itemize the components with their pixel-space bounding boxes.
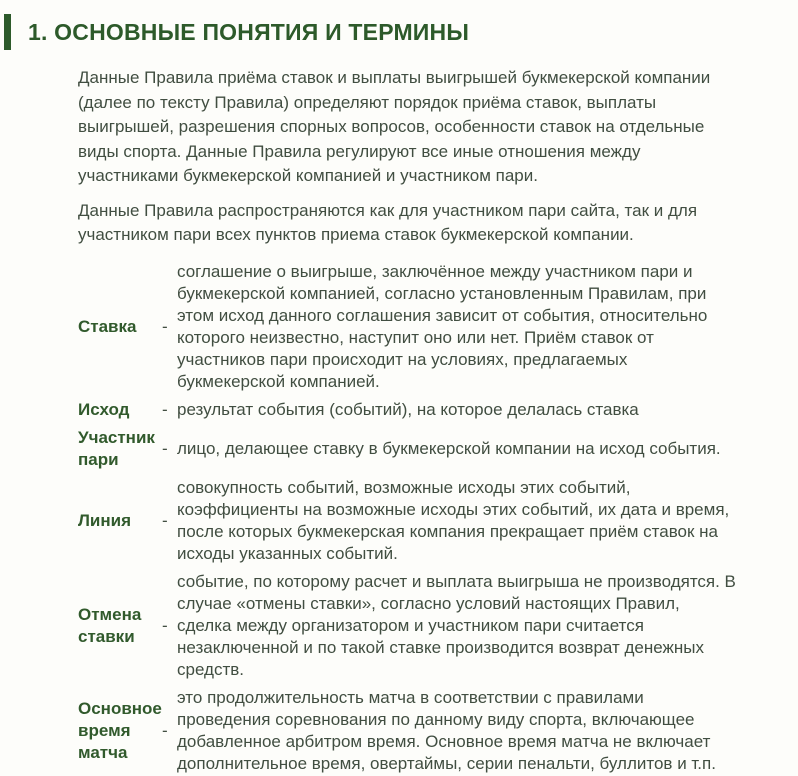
term-row: [78, 396, 738, 424]
term-separator: -: [162, 615, 168, 635]
term-separator: -: [162, 399, 168, 419]
heading-accent-bar: [4, 14, 11, 50]
term-label: Исход: [78, 399, 130, 419]
term-row: [78, 258, 738, 396]
term-row: [78, 568, 738, 684]
term-definition: это продолжительность матча в соответствии с правилами проведения соревнования по данному виду спорта, включающее добавленное арбитром время. Основное время матча не включает дополнительное время, овертаймы, серии пенальти, буллитов и т.п.: [177, 687, 716, 773]
term-separator: -: [162, 720, 168, 740]
term-separator: -: [162, 438, 168, 458]
term-definition: соглашение о выигрыше, заключённое между участником пари и букмекерской компанией, согласно установленным Правилам, при этом исход данного соглашения зависит от события, относительно которого неизвестно, наступит оно или нет. Приём ставок от участников пари происходит на условиях, предлагаемых букмекерской компанией.: [177, 261, 708, 391]
term-definition: результат события (событий), на которое делалась ставка: [177, 399, 639, 419]
term-definition: событие, по которому расчет и выплата выигрыша не производятся. В случае «отмены ставки», согласно условий настоящих Правил, сделка между организатором и участником пари считается незаключенной и по такой ставке производится возврат денежных средств.: [177, 571, 736, 679]
term-row: [78, 474, 738, 568]
term-separator: -: [162, 510, 168, 530]
document-body: [4, 66, 740, 776]
term-row: [78, 684, 738, 776]
term-definition: лицо, делающее ставку в букмекерской компании на исход события.: [177, 438, 721, 458]
term-label: Отмена ставки: [78, 604, 142, 646]
term-label: Линия: [78, 510, 132, 530]
terms-definition-table: [78, 258, 738, 776]
term-label: Участник пари: [78, 427, 155, 469]
term-row: [78, 424, 738, 474]
term-label: Ставка: [78, 316, 137, 336]
intro-paragraph-2: Данные Правила распространяются как для участником пари сайта, так и для участником пари всех пунктов приема ставок букмекерской компании.: [78, 200, 698, 244]
intro-paragraph-1: Данные Правила приёма ставок и выплаты выигрышей букмекерской компании (далее по тексту Правила) определяют порядок приёма ставок, выплаты выигрышей, разрешения спорных вопросов, особенности ставок на отдельные виды спорта. Данные Правила регулируют все иные отношения между участниками букмекерской компанией и участником пари.: [78, 68, 711, 185]
term-separator: -: [162, 316, 168, 336]
term-definition: совокупность событий, возможные исходы этих событий, коэффициенты на возможные исходы этих событий, их дата и время, после которых букмекерская компания прекращает приём ставок на исходы указанных событий.: [177, 477, 730, 563]
heading-block: [4, 14, 740, 50]
term-label: Основное время матча: [78, 698, 162, 762]
section-heading: 1. ОСНОВНЫЕ ПОНЯТИЯ И ТЕРМИНЫ: [28, 19, 470, 45]
